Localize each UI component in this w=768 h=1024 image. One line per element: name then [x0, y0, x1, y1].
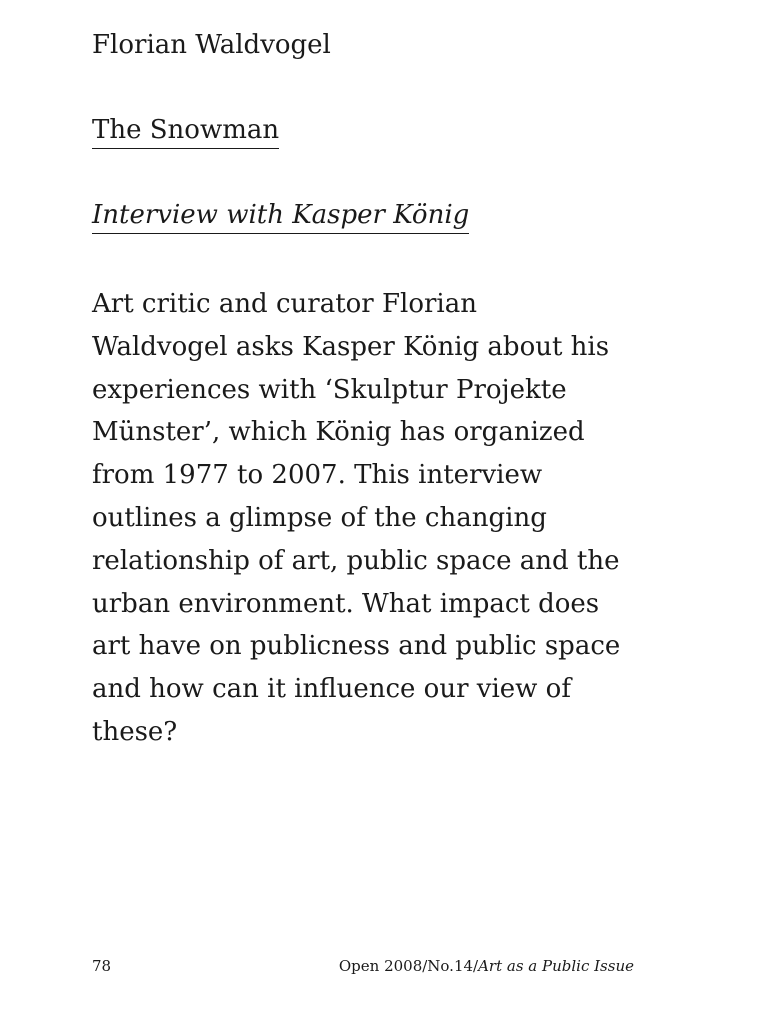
article-title: The Snowman — [92, 114, 279, 149]
abstract-line: Waldvogel asks Kasper König about his — [92, 331, 610, 362]
author-name: Florian Waldvogel — [92, 30, 331, 60]
abstract-line: from 1977 to 2007. This interview — [92, 460, 543, 491]
abstract-line: outlines a glimpse of the changing — [92, 502, 547, 533]
abstract-line: and how can it influence our view of — [92, 674, 571, 705]
article-subtitle: Interview with Kasper König — [92, 199, 469, 234]
abstract-line: relationship of art, public space and the — [92, 545, 620, 576]
abstract-line: Münster’, which König has organized — [92, 417, 585, 448]
abstract-line: urban environment. What impact does — [92, 588, 600, 619]
publication-name: Open 2008/No.14/ — [338, 957, 479, 975]
abstract-line: experiences with ‘Skulptur Projekte — [92, 374, 567, 405]
abstract-paragraph — [92, 283, 652, 754]
issue-title: Art as a Public Issue — [478, 957, 634, 975]
abstract-line: these? — [92, 716, 178, 747]
abstract-line: art have on publicness and public space — [92, 631, 621, 662]
publication-footer — [339, 956, 634, 976]
abstract-line: Art critic and curator Florian — [92, 289, 477, 319]
page-number: 78 — [92, 957, 112, 975]
